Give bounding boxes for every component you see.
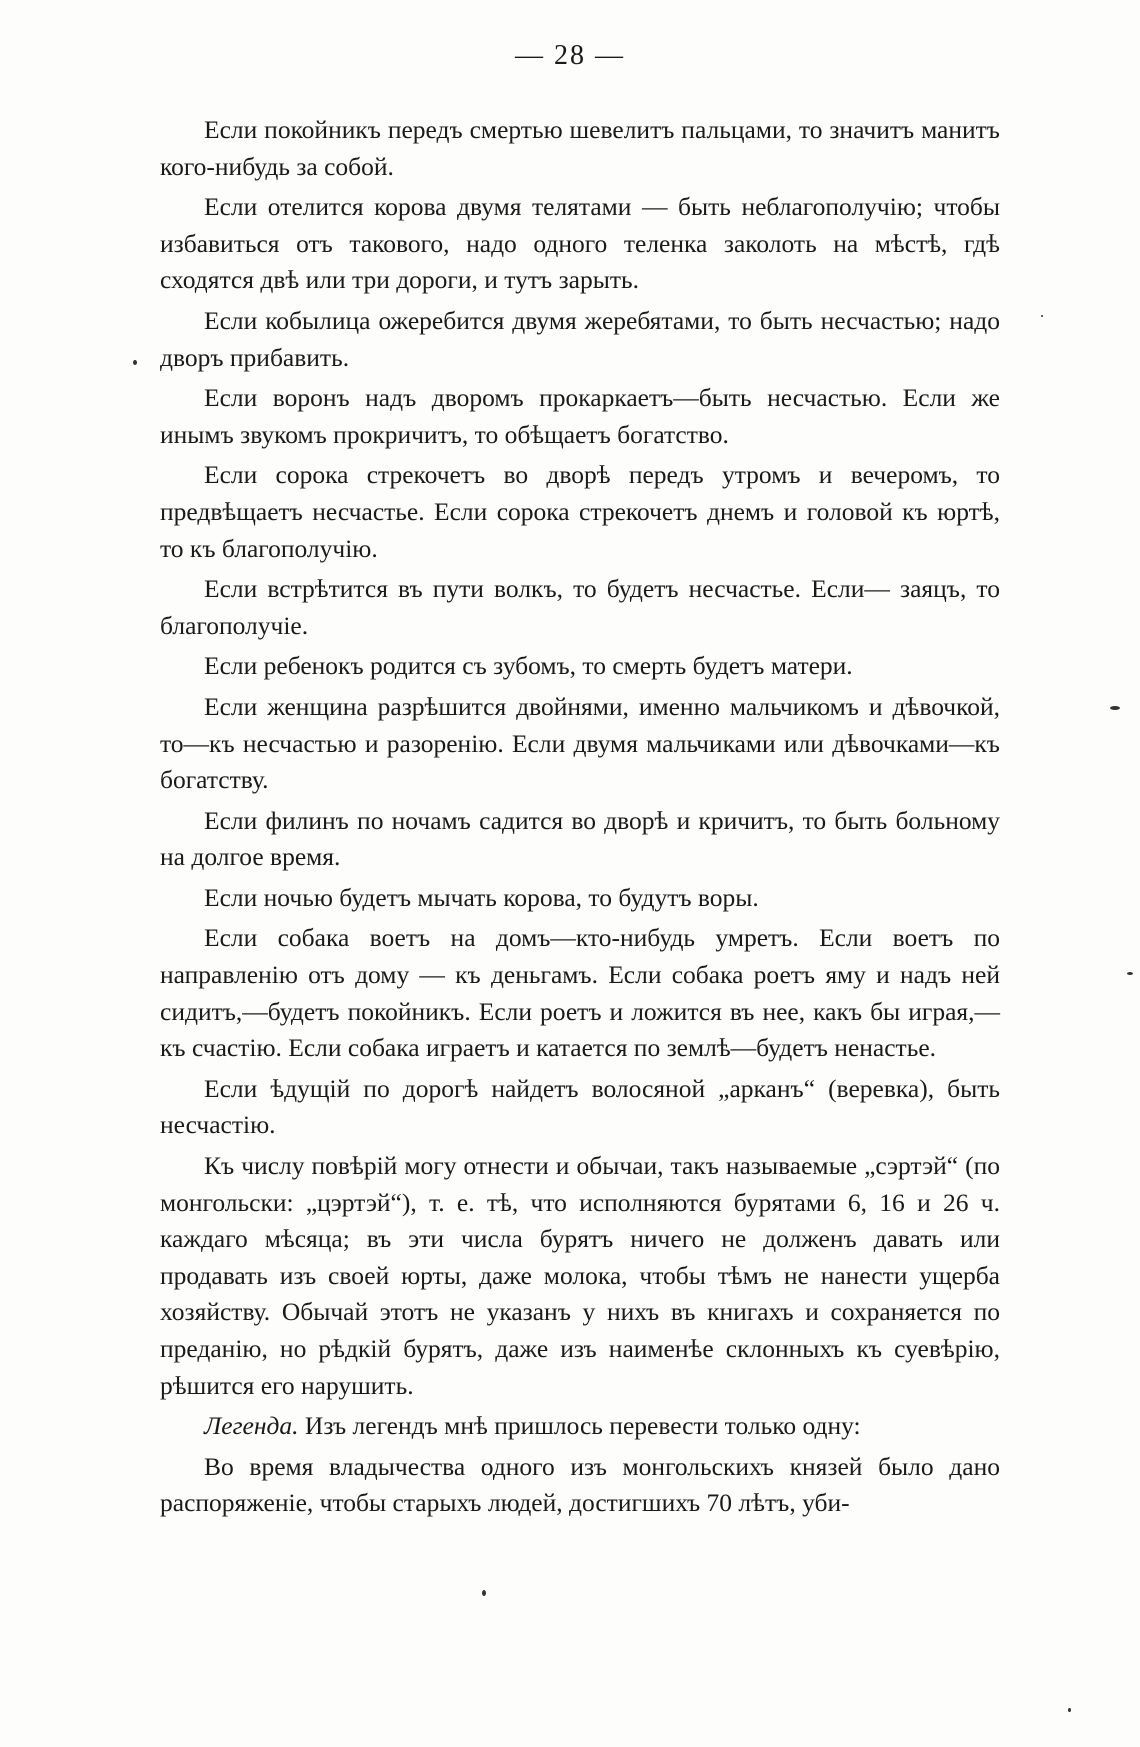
page-number: — 28 — <box>515 40 625 71</box>
paragraph-text: Во время владычества одного изъ монгольскихъ князей было дано распоряженіе, чтобы старыхъ людей, достигшихъ 70 лѣтъ, уби- <box>160 1451 1000 1518</box>
paragraph-text: Если ѣдущій по дорогѣ найдетъ волосяной „арканъ“ (веревка), быть несчастію. <box>160 1073 1000 1140</box>
paragraph <box>160 1408 1000 1445</box>
paragraph <box>160 1071 1000 1144</box>
paragraph-text: Если воронъ надъ дворомъ прокаркаетъ—быть несчастью. Если же инымъ звукомъ прокричитъ, то обѣщаетъ богатство. <box>160 383 1000 449</box>
paragraph-text: Если ночью будетъ мычать корова, то будутъ воры. <box>204 882 759 912</box>
paragraph-text: Къ числу повѣрій могу отнести и обычаи, такъ называемые „сэртэй“ (по монгольски: „цэртэй“), т. е. тѣ, что исполняются бурятами 6, 16 и 26 ч. каждаго мѣсяца; въ эти числа бурятъ ничего не долженъ давать или продавать изъ своей юрты, даже молока, чтобы тѣмъ не нанести ущерба хозяйству. Обычай этотъ не указанъ у нихъ въ книгахъ и сохраняется по преданію, но рѣдкій бурятъ, даже изъ наименѣе склонныхъ къ суевѣрію, рѣшится его нарушить. <box>160 1151 1000 1400</box>
paragraph <box>160 380 1000 453</box>
paragraph-text: Если ребенокъ родится съ зубомъ, то смерть будетъ матери. <box>204 651 853 681</box>
paragraph-text: Если кобылица ожеребится двумя жеребятами, то быть несчастью; надо дворъ прибавить. <box>160 305 1000 372</box>
scan-speck <box>1041 315 1043 317</box>
paragraph <box>160 920 1000 1066</box>
paragraph <box>160 189 1000 299</box>
paragraph <box>160 303 1000 376</box>
paragraph <box>160 571 1000 644</box>
scan-speck <box>1110 706 1120 710</box>
paragraph <box>160 112 1000 185</box>
paragraph <box>160 1449 1000 1522</box>
scan-speck <box>482 1590 486 1596</box>
scan-speck <box>133 360 137 365</box>
paragraph-text: Изъ легендъ мнѣ пришлось перевести только одну: <box>298 1411 861 1441</box>
paragraph-text: Если женщина разрѣшится двойнями, именно мальчикомъ и дѣвочкой, то—къ несчастью и разоренію. Если двумя мальчиками или дѣвочками—къ богатству. <box>160 691 1000 795</box>
paragraph <box>160 803 1000 876</box>
paragraph <box>160 689 1000 799</box>
paragraph-text: Если отелится корова двумя телятами — быть неблагополучію; чтобы избавиться отъ такового, надо одного теленка заколоть на мѣстѣ, гдѣ сходятся двѣ или три дороги, и тутъ зарыть. <box>160 192 1000 295</box>
paragraph-text: Если встрѣтится въ пути волкъ, то будетъ несчастье. Если— заяцъ, то благополучіе. <box>160 574 1000 640</box>
paragraph-text: Если сорока стрекочетъ во дворѣ передъ утромъ и вечеромъ, то предвѣщаетъ несчастье. Если сорока стрекочетъ днемъ и головой къ юртѣ, то къ благополучію. <box>160 460 1000 563</box>
scan-speck <box>1068 1708 1071 1712</box>
scan-speck <box>1127 972 1133 975</box>
paragraph <box>160 457 1000 567</box>
page-body <box>160 112 1000 1526</box>
paragraph <box>160 1148 1000 1404</box>
paragraph-lead: Легенда. <box>204 1411 299 1441</box>
paragraph-text: Если филинъ по ночамъ садится во дворѣ и кричитъ, то быть больному на долгое время. <box>160 805 1000 872</box>
paragraph <box>160 648 1000 685</box>
paragraph-text: Если собака воетъ на домъ—кто-нибудь умретъ. Если воетъ по направленію отъ дому — къ деньгамъ. Если собака роетъ яму и надъ ней сидитъ,—будетъ покойникъ. Если роетъ и ложится въ нее, какъ бы играя,—къ счастію. Если собака играетъ и катается по землѣ—будетъ ненастье. <box>160 923 1000 1063</box>
paragraph <box>160 880 1000 917</box>
paragraph-text: Если покойникъ передъ смертью шевелитъ пальцами, то значитъ манитъ кого-нибудь за собой. <box>160 115 1000 181</box>
